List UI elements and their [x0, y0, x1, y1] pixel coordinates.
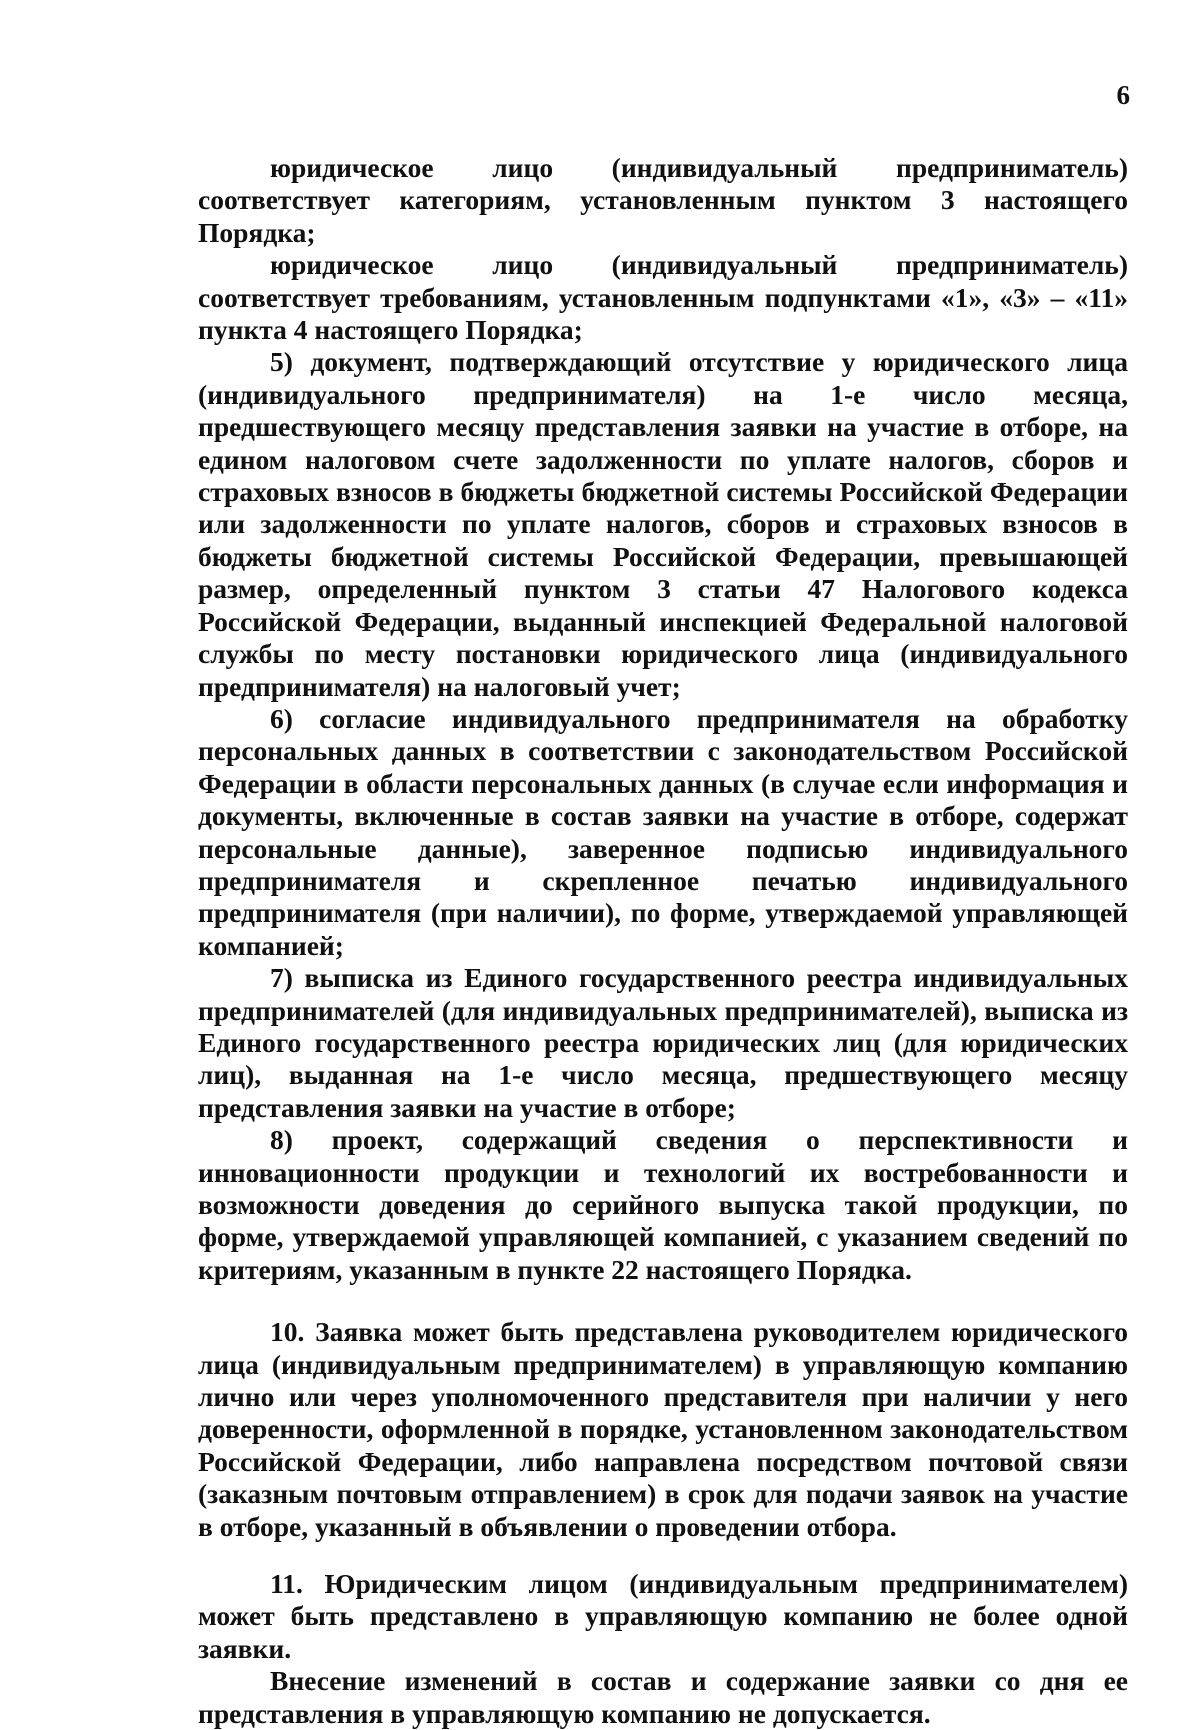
- document-body: [198, 152, 1128, 1730]
- page-number: 6: [1116, 80, 1130, 110]
- section-gap: [198, 1286, 1128, 1316]
- paragraph-item-7: 7) выписка из Единого государственного реестра индивидуальных предпринимателей (для индивидуальных предпринимателей), выписка из Единого государственного реестра юридических лиц (для юридических лиц), выданная на 1-е число месяца, предшествующего месяцу представления заявки на участие в отборе;: [198, 962, 1128, 1123]
- paragraph-no-changes: Внесение изменений в состав и содержание заявки со дня ее представления в управляющую компанию не допускается.: [198, 1665, 1128, 1729]
- paragraph-item-6: 6) согласие индивидуального предпринимателя на обработку персональных данных в соответствии с законодательством Российской Федерации в области персональных данных (в случае если информация и документы, включенные в состав заявки на участие в отборе, содержат персональные данные), заверенное подписью индивидуального предпринимателя и скрепленное печатью индивидуального предпринимателя (при наличии), по форме, утверждаемой управляющей компанией;: [198, 702, 1128, 961]
- paragraph-clause-11: 11. Юридическим лицом (индивидуальным предпринимателем) может быть представлено в управляющую компанию не более одной заявки.: [198, 1568, 1128, 1664]
- paragraph-clause-10: 10. Заявка может быть представлена руководителем юридического лица (индивидуальным предпринимателем) в управляющую компанию лично или через уполномоченного представителя при наличии у него доверенности, оформленной в порядке, установленном законодательством Российской Федерации, либо направлена посредством почтовой связи (заказным почтовым отправлением) в срок для подачи заявок на участие в отборе, указанный в объявлении о проведении отбора.: [198, 1316, 1128, 1542]
- paragraph-category-compliance: юридическое лицо (индивидуальный предприниматель) соответствует категориям, установленным пунктом 3 настоящего Порядка;: [198, 152, 1128, 248]
- paragraph-item-8: 8) проект, содержащий сведения о перспективности и инновационности продукции и технологий их востребованности и возможности доведения до серийного выпуска такой продукции, по форме, утверждаемой управляющей компанией, с указанием сведений по критериям, указанным в пункте 22 настоящего Порядка.: [198, 1124, 1128, 1285]
- paragraph-item-5: 5) документ, подтверждающий отсутствие у юридического лица (индивидуального предпринимателя) на 1-е число месяца, предшествующего месяцу представления заявки на участие в отборе, на едином налоговом счете задолженности по уплате налогов, сборов и страховых взносов в бюджеты бюджетной системы Российской Федерации или задолженности по уплате налогов, сборов и страховых взносов в бюджеты бюджетной системы Российской Федерации, превышающей размер, определенный пунктом 3 статьи 47 Налогового кодекса Российской Федерации, выданный инспекцией Федеральной налоговой службы по месту постановки юридического лица (индивидуального предпринимателя) на налоговый учет;: [198, 346, 1128, 702]
- section-gap: [198, 1543, 1128, 1568]
- paragraph-requirements-compliance: юридическое лицо (индивидуальный предприниматель) соответствует требованиям, установленным подпунктами «1», «3» – «11» пункта 4 настоящего Порядка;: [198, 249, 1128, 346]
